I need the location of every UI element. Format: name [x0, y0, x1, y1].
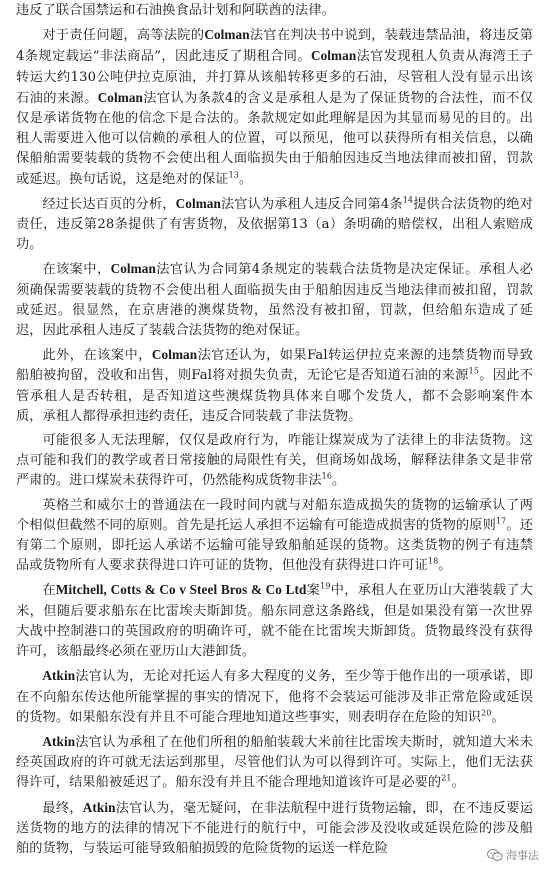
text-run: 。 [491, 709, 505, 725]
footnote-ref: 20 [481, 708, 492, 718]
text-run: 。因此不管承租人是否转租，是否知道这些澳煤货物具体来自哪个发货人，都不会影响案件本质，承租人都得承担违约责任，违反合同装载了非法货物。 [16, 368, 533, 424]
text-run: 违反了联合国禁运和石油换食品计划和阿联酋的法律。 [16, 3, 335, 18]
footnote-ref: 19 [320, 582, 331, 592]
text-run: 。 [451, 775, 465, 791]
footnote-ref: 14 [402, 195, 414, 205]
bold-term: Atkin [42, 733, 76, 749]
text-run: 法官在判决书中说到，装载违禁品油，将违反第4条规定载运“非法商品”，因此违反了期租合同。 [16, 28, 533, 65]
paragraph [16, 798, 533, 860]
bold-term: Mitchell, Cotts & Co v Steel Bros & Co Ltd [55, 582, 307, 598]
text-run: 法官认为承租了在他们所租的船舶装载大米前往比雷埃夫斯时，就知道大米未经英国政府的许可就无法运到那里，尽管他们认为可以得到许可。实际上，他们无法获得许可，结果船被延迟了。船东没有并且不能合理地知道该许可是必要的 [16, 734, 533, 791]
text-run: 。还有第二个原则，即托运人承诺不运输可能导致船舶延误的货物。这类货物的例子有违禁品或货物所有人要求获得进口许可证的货物，但他没有获得进口许可证 [16, 517, 533, 574]
bold-term: Colman [175, 195, 221, 211]
text-run: 英格兰和威尔士的普通法在一段时间内就与对船东造成损失的货物的运输承认了两个相似但截然不同的原则。首先是托运人承担不运输有可能造成损害的货物的原则 [16, 497, 533, 533]
text-run: 此外，在该案中， [42, 348, 152, 364]
footnote-ref: 13 [228, 170, 239, 180]
footnote-ref: 17 [495, 516, 507, 526]
bold-term: Colman [97, 89, 143, 105]
text-run: 。 [438, 558, 452, 574]
watermark [487, 847, 539, 863]
text-run: 法官认为，毫无疑问，在非法航程中进行货物运输，即，在不违反要运送货物的地方的法律的情况下不能进行的航行中，可能会涉及没收或延误危险的涉及船舶的货物，与装运可能导致船舶损毁的危险货物的运送一样危险 [16, 800, 533, 856]
footnote-ref: 16 [321, 472, 333, 482]
text-run: 最终， [42, 800, 83, 816]
bold-term: Atkin [42, 668, 76, 684]
bold-term: Atkin [82, 799, 116, 815]
paragraph [16, 496, 533, 577]
article-body [16, 1, 533, 859]
paragraph [16, 431, 533, 492]
paragraph [16, 194, 533, 256]
paragraph [16, 580, 533, 662]
text-run: 法官还认为，如果Fal转运伊拉克来源的违禁货物而导致船舶被拘留，没收和出售，则Fal将对损失负责，无论它是否知道石油的来源 [16, 348, 533, 384]
paragraph [16, 259, 533, 341]
bold-term: Colman [310, 48, 357, 64]
text-run: 。 [239, 171, 253, 187]
footnote-ref: 18 [427, 556, 439, 566]
text-run: 提供合法货物的绝对责任，违反第28条提供了有害货物，及依据第13（a）条明确的赔偿权，出租人索赔成功。 [16, 196, 533, 253]
watermark-text: 海事法 [506, 849, 539, 862]
text-run: 法官认为条款4的含义是承租人是为了保证货物的合法性，而不仅仅是承诺货物在他的信念下是合法的。条款规定如此理解是因为其显而易见的目的。出租人需要进入他可以信赖的承租人的位置，可以预见，他可以获得所有相关信息，以确保船舶需要装载的货物不会使出租人面临损失由于船舶因违反当地法律而被扣留，罚款或延迟。换句话说，这是绝对的保证 [16, 90, 533, 187]
paragraph [16, 1, 533, 21]
footnote-ref: 15 [468, 367, 480, 377]
text-run: 法官认为，无论对托运人有多大程度的义务，至少等于他作出的一项承诺，即在不向船东传达他所能掌握的事实的情况下，他将不会装运可能涉及非正常危险或延误的货物。如果船东没有并且不可能合理地知道这些事实，则表明存在危险的知识 [16, 669, 533, 725]
paragraph [16, 25, 533, 190]
text-run: 法官认为合同第4条规定的装载合法货物是决定保证。承租人必须确保需要装载的货物不会使出租人面临损失由于船舶因违反当地法律而被扣留，罚款或延迟。很显然，在京唐港的澳煤货物，虽然没有被扣留，罚款，但给船东造成了延迟，因此承租人违反了装载合法货物的绝对保证。 [16, 262, 533, 339]
footnote-ref: 21 [441, 773, 452, 783]
text-run: 对于责任问题，高等法院的 [42, 28, 205, 44]
bold-term: Colman [204, 27, 250, 43]
text-run: 可能很多人无法理解，仅仅是政府行为，咋能让煤炭成为了法律上的非法货物。这点可能和我们的教学或者日常接触的局限性有关，但商场如战场，解释法律条文是非常严肃的。进口煤炭未获得许可，仍然能构成货物非法 [16, 433, 533, 489]
text-run: 在 [42, 583, 56, 599]
text-run: 经过长达百页的分析， [42, 196, 176, 212]
paragraph [16, 345, 533, 427]
bold-term: Colman [110, 261, 156, 277]
text-run: 在该案中， [42, 262, 111, 278]
paragraph [16, 666, 533, 728]
text-run: 中，承租人在亚历山大港装载了大米，但随后要求船东在比雷埃夫斯卸货。船东同意这条路线，但是如果没有第一次世界大战中控制港口的英国政府的明确许可，就不能在比雷埃夫斯卸货。货物最终没有获得许可，该船最终必须在亚历山大港卸货。 [16, 583, 533, 660]
text-run: 。 [332, 473, 346, 489]
bold-term: Colman [151, 347, 198, 363]
wechat-icon [487, 848, 503, 862]
paragraph [16, 732, 533, 794]
text-run: 法官发现租人负责从海湾王子转运大约130公吨伊拉克原油，并打算从该船转移更多的石油，尽管租人没有显示出该石油的来源。 [16, 49, 533, 106]
text-run: 法官认为承租人违反合同第4条 [220, 196, 403, 212]
text-run: 案 [306, 583, 321, 599]
